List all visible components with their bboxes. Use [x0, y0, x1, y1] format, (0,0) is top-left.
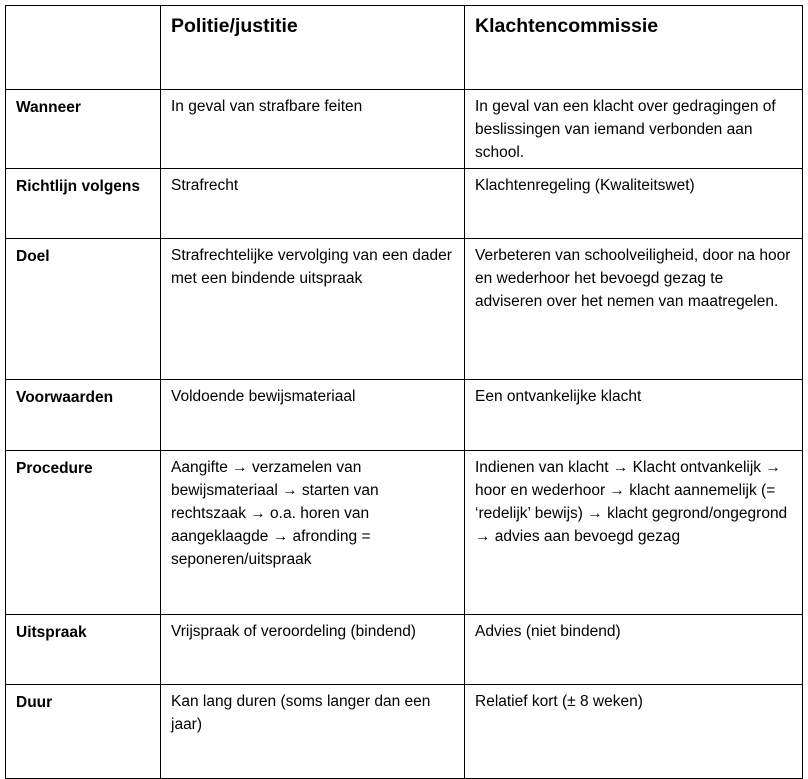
table-row [6, 239, 803, 380]
row-label: Wanneer [6, 90, 161, 169]
table-row [6, 615, 803, 685]
table-cell: In geval van een klacht over gedragingen of beslissingen van iemand verbonden aan school. [465, 90, 803, 169]
table-cell: In geval van strafbare feiten [161, 90, 465, 169]
table-cell: Kan lang duren (soms langer dan een jaar) [161, 685, 465, 779]
row-label: Procedure [6, 451, 161, 615]
table-cell: Aangifte → verzamelen van bewijsmateriaal → starten van rechtszaak → o.a. horen van aangeklaagde → afronding = seponeren/uitspraak [161, 451, 465, 615]
table-cell: Vrijspraak of veroordeling (bindend) [161, 615, 465, 685]
row-label: Doel [6, 239, 161, 380]
header-row [6, 6, 803, 90]
table-row [6, 169, 803, 239]
table-cell: Voldoende bewijsmateriaal [161, 380, 465, 451]
header-politie-justitie: Politie/justitie [161, 6, 465, 90]
table-row [6, 685, 803, 779]
header-klachtencommissie: Klachtencommissie [465, 6, 803, 90]
table-cell: Indienen van klacht → Klacht ontvankelijk → hoor en wederhoor → klacht aannemelijk (= ‘redelijk’ bewijs) → klacht gegrond/ongegrond → advies aan bevoegd gezag [465, 451, 803, 615]
row-label: Uitspraak [6, 615, 161, 685]
table-row [6, 90, 803, 169]
table-cell: Strafrechtelijke vervolging van een dader met een bindende uitspraak [161, 239, 465, 380]
row-label: Duur [6, 685, 161, 779]
table-cell: Relatief kort (± 8 weken) [465, 685, 803, 779]
table-cell: Advies (niet bindend) [465, 615, 803, 685]
row-label: Richtlijn volgens [6, 169, 161, 239]
table-cell: Verbeteren van schoolveiligheid, door na hoor en wederhoor het bevoegd gezag te adviseren over het nemen van maatregelen. [465, 239, 803, 380]
table-cell: Een ontvankelijke klacht [465, 380, 803, 451]
comparison-table [5, 5, 803, 779]
header-corner-cell [6, 6, 161, 90]
table-cell: Strafrecht [161, 169, 465, 239]
table-row [6, 451, 803, 615]
row-label: Voorwaarden [6, 380, 161, 451]
table-cell: Klachtenregeling (Kwaliteitswet) [465, 169, 803, 239]
table-row [6, 380, 803, 451]
